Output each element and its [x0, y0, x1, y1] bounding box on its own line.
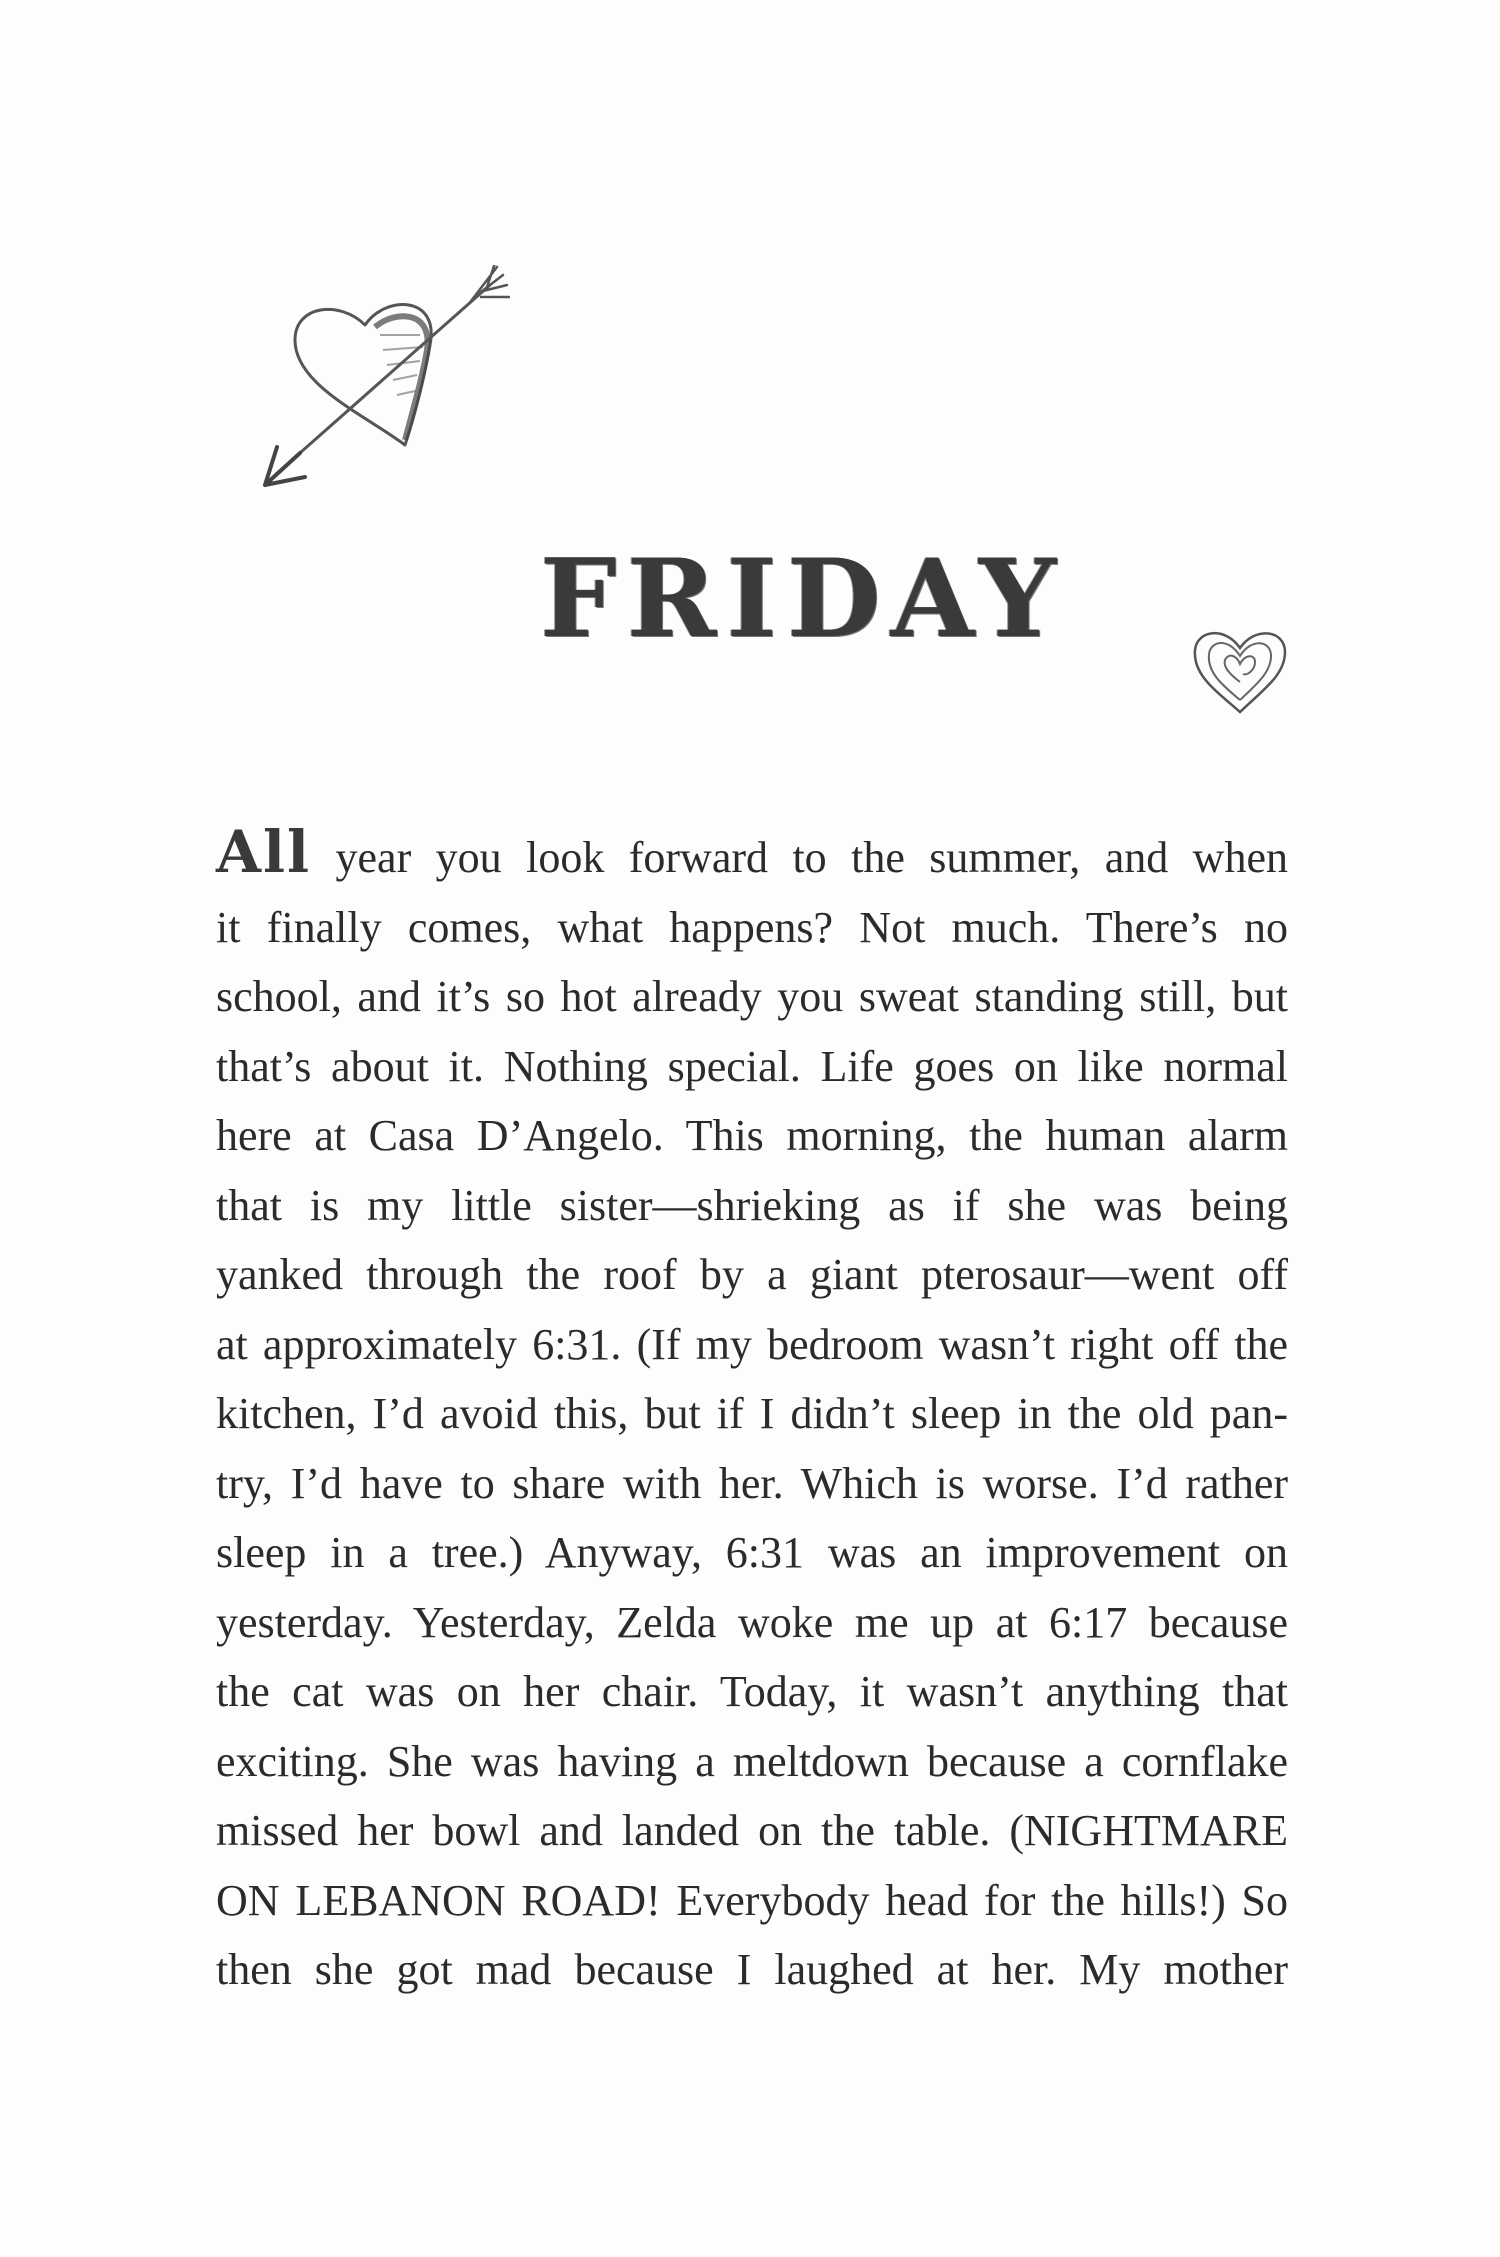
- text-line-13: the cat was on her chair. Today, it wasn’t anything that: [216, 1667, 1288, 1716]
- text-line-5: here at Casa D’Angelo. This morning, the human alarm: [216, 1111, 1288, 1160]
- text-line-9: kitchen, I’d avoid this, but if I didn’t sleep in the old pan-: [216, 1389, 1288, 1438]
- chapter-body: [216, 818, 1288, 2005]
- text-line-11: sleep in a tree.) Anyway, 6:31 was an improvement on: [216, 1528, 1288, 1577]
- text-line-2: it finally comes, what happens? Not much. There’s no: [216, 902, 1288, 952]
- text-line-12: yesterday. Yesterday, Zelda woke me up at 6:17 because: [216, 1597, 1288, 1647]
- swirl-heart-icon: [1185, 620, 1295, 720]
- text-line-3: school, and it’s so hot already you sweat standing still, but: [216, 972, 1288, 1021]
- text-line-1: All year you look forward to the summer, and when: [216, 818, 1288, 886]
- text-line-16: ON LEBANON ROAD! Everybody head for the hills!) So: [216, 1875, 1288, 1925]
- text-line-8: at approximately 6:31. (If my bedroom wasn’t right off the: [216, 1319, 1288, 1369]
- text-line-10: try, I’d have to share with her. Which is worse. I’d rather: [216, 1458, 1288, 1508]
- text-line-7: yanked through the roof by a giant pterosaur—went off: [216, 1250, 1288, 1299]
- chapter-title: FRIDAY: [540, 536, 1067, 662]
- text-line-15: missed her bowl and landed on the table. (NIGHTMARE: [216, 1806, 1288, 1855]
- text-line-6: that is my little sister—shrieking as if she was being: [216, 1180, 1288, 1230]
- text-line-14: exciting. She was having a meltdown because a cornflake: [216, 1736, 1288, 1786]
- text-line-4: that’s about it. Nothing special. Life goes on like normal: [216, 1041, 1288, 1091]
- opening-word: All: [216, 818, 312, 886]
- text-line-17: then she got mad because I laughed at her. My mother: [216, 1945, 1288, 1994]
- heart-with-arrow-icon: [255, 265, 510, 520]
